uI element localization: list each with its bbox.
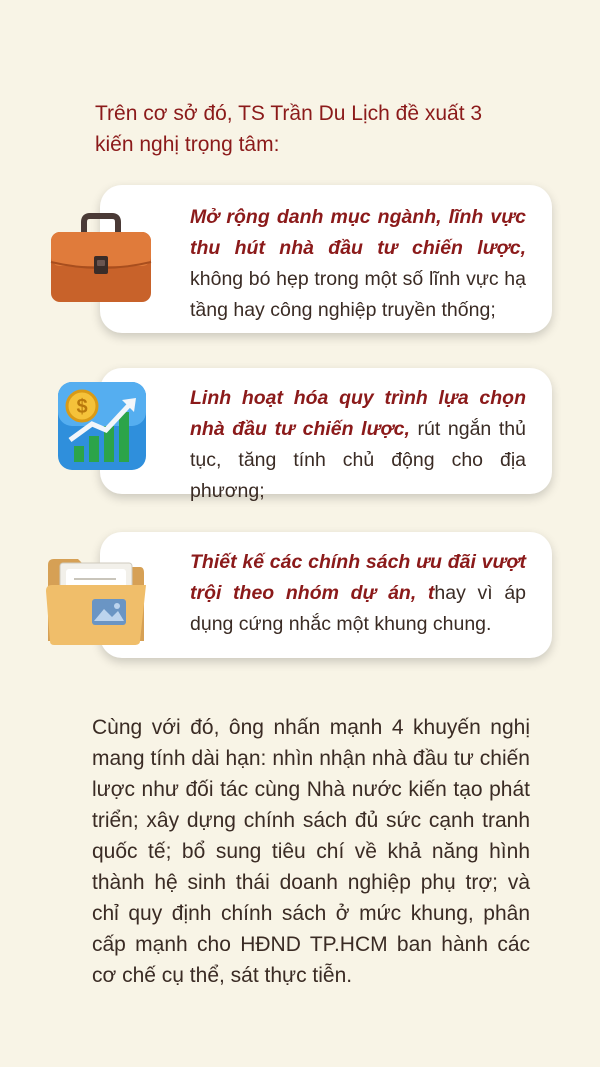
recommendation-body-1: không bó hẹp trong một số lĩnh vực hạ tầng hay công nghiệp truyền thống; xyxy=(190,268,526,321)
recommendation-text-3 xyxy=(190,547,526,640)
intro-paragraph: Trên cơ sở đó, TS Trần Du Lịch đề xuất 3 kiến nghị trọng tâm: xyxy=(95,102,483,156)
recommendation-highlight-1: Mở rộng danh mục ngành, lĩnh vực thu hút nhà đầu tư chiến lược, xyxy=(190,206,526,259)
recommendation-highlight-2: Linh hoạt hóa quy trình lựa chọn nhà đầu tư chiến lược, xyxy=(190,387,526,440)
recommendation-text-1 xyxy=(190,202,526,326)
recommendation-body-2: rút ngắn thủ tục, tăng tính chủ động cho địa phương; xyxy=(190,418,526,502)
recommendation-card-2 xyxy=(100,368,552,502)
recommendation-body-3: hay vì áp dụng cứng nhắc một khung chung. xyxy=(190,582,527,635)
closing-paragraph: Cùng với đó, ông nhấn mạnh 4 khuyến nghị mang tính dài hạn: nhìn nhận nhà đầu tư chiến lược như đối tác cùng Nhà nước kiến tạo phát triển; xây dựng chính sách đủ sức cạnh tranh quốc tế; bổ sung tiêu chí về khả năng hình thành hệ sinh thái doanh nghiệp phụ trợ; và chỉ quy định chính sách ở mức khung, phân cấp mạnh cho HĐND TP.HCM ban hành các cơ chế cụ thể, sát thực tiễn. xyxy=(92,716,530,987)
folder-icon xyxy=(44,555,148,652)
recommendation-card-3 xyxy=(100,532,552,658)
recommendation-text-2 xyxy=(190,383,526,507)
recommendation-highlight-3: Thiết kế các chính sách ưu đãi vượt trội theo nhóm dự án, t xyxy=(190,551,526,604)
growth-chart-icon xyxy=(56,380,148,477)
briefcase-icon xyxy=(48,212,154,309)
svg-text:$: $ xyxy=(76,396,88,418)
recommendation-card-1 xyxy=(100,185,552,333)
